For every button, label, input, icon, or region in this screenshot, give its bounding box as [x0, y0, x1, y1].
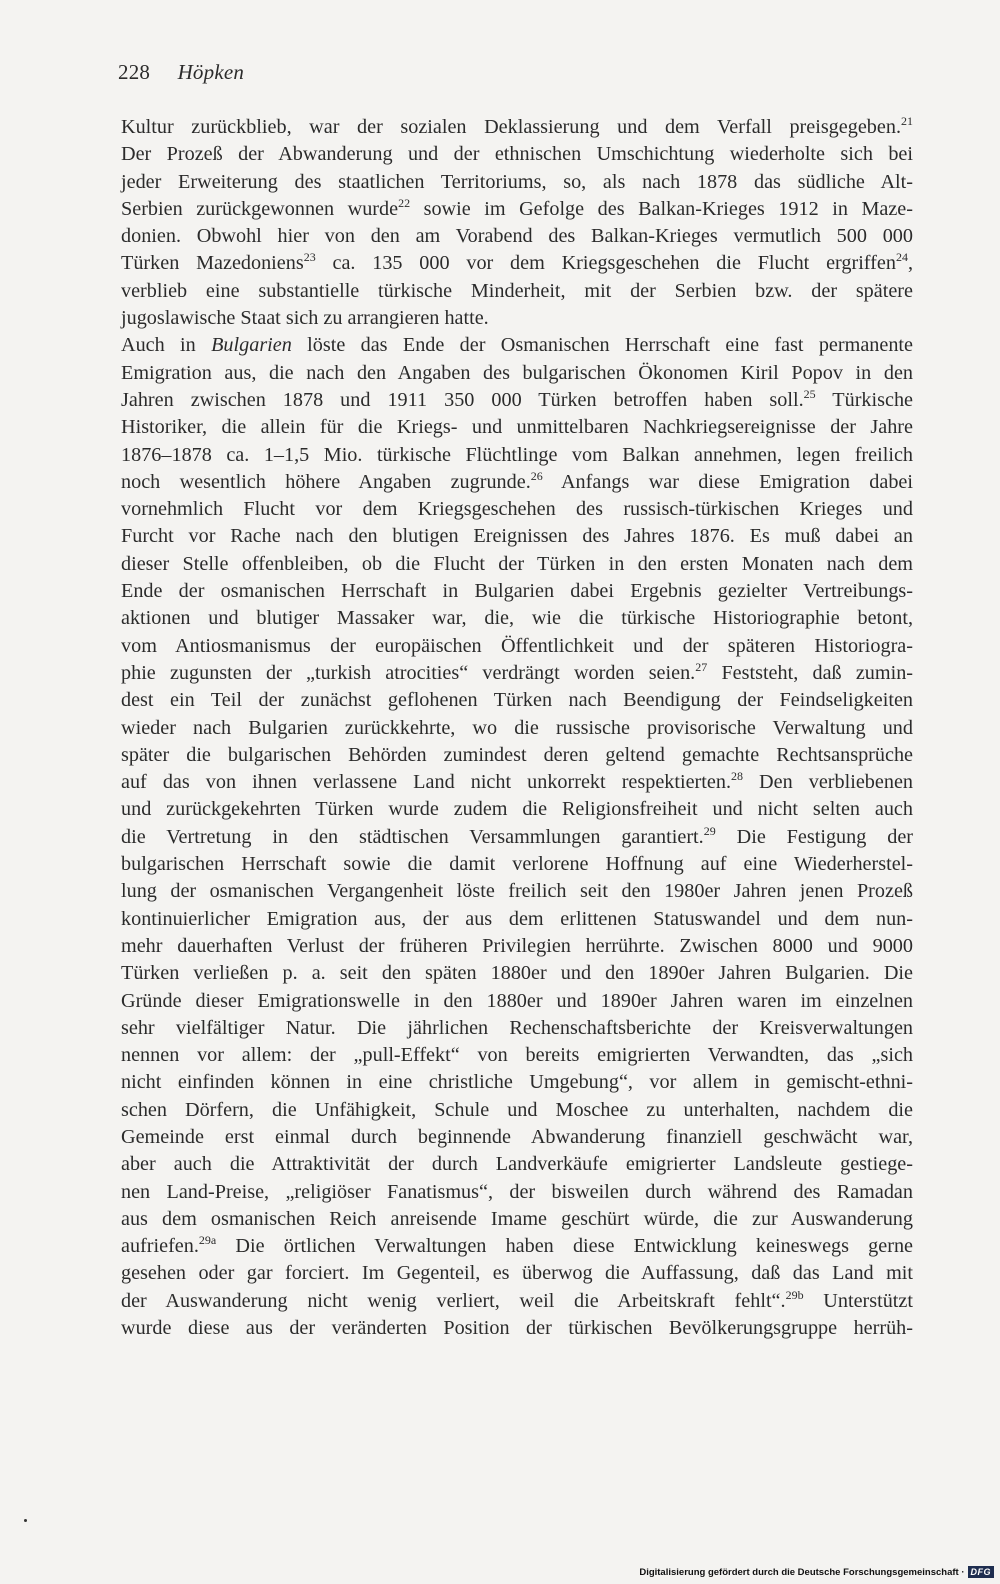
text-line	[121, 1015, 913, 1042]
text-run: dest ein Teil der zunächst geflohenen Türken nach Beendigung der Feindseligkeiten	[121, 689, 913, 712]
footnote-ref: 23	[303, 250, 316, 265]
text-run: aus dem osmanischen Reich anreisende Imame geschürt würde, die zur Auswanderung	[121, 1207, 913, 1230]
text-line	[121, 360, 913, 387]
text-run: später die bulgarischen Behörden zumindest deren geltend gemachte Rechtsansprüche	[121, 743, 913, 766]
footnote-ref: 26	[530, 468, 543, 483]
text-run: Der Prozeß der Abwanderung und der ethnischen Umschichtung wiederholte sich bei	[121, 143, 913, 166]
text-run: Unterstützt	[803, 1289, 913, 1312]
text-run: bulgarischen Herrschaft sowie die damit verlorene Hoffnung auf eine Wiederherstel-	[121, 853, 913, 876]
text-run: Furcht vor Rache nach den blutigen Ereignissen des Jahres 1876. Es muß dabei an	[121, 525, 913, 548]
footnote-ref: 22	[398, 195, 411, 210]
text-run: löste das Ende der Osmanischen Herrschaft eine fast permanente	[291, 334, 913, 357]
text-run: Kultur zurückblieb, war der sozialen Deklassierung und dem Verfall preisgegeben.	[121, 116, 901, 138]
text-run: vornehmlich Flucht vor dem Kriegsgeschehen des russisch-türkischen Krieges und	[121, 498, 913, 521]
footnote-ref: 27	[695, 659, 708, 674]
body-text	[121, 114, 913, 1342]
text-run: wurde diese aus der veränderten Position der türkischen Bevölkerungsgruppe herrüh-	[121, 1317, 913, 1340]
text-line	[121, 523, 913, 550]
italic-term: Bulgarien	[211, 334, 292, 357]
text-run: und zurückgekehrten Türken wurde zudem die Religionsfreiheit und nicht selten auch	[121, 798, 913, 821]
text-line	[121, 1042, 913, 1069]
credit-text: Digitalisierung gefördert durch die Deutsche Forschungsgemeinschaft ·	[639, 1566, 965, 1578]
text-run: Anfangs war diese Emigration dabei	[542, 470, 913, 493]
text-run: Auch in	[121, 334, 212, 357]
text-line	[121, 769, 913, 796]
text-line	[121, 1069, 913, 1096]
text-run: verblieb eine substantielle türkische Minderheit, mit der Serbien bzw. der spätere	[121, 279, 913, 302]
digitization-credit	[639, 1564, 994, 1580]
text-line	[121, 1233, 913, 1260]
text-line	[121, 223, 913, 250]
text-line	[121, 824, 913, 851]
text-line	[121, 633, 913, 660]
text-run: Türkische	[815, 388, 913, 411]
text-line	[121, 687, 913, 714]
text-line	[121, 1124, 913, 1151]
text-line	[121, 960, 913, 987]
text-run: Gemeinde erst einmal durch beginnende Abwanderung finanziell geschwächt war,	[121, 1125, 913, 1148]
text-line	[121, 1179, 913, 1206]
text-line	[121, 742, 913, 769]
running-head-author: Höpken	[177, 60, 245, 84]
text-line	[121, 605, 913, 632]
text-run: donien. Obwohl hier von den am Vorabend des Balkan-Krieges vermutlich 500 000	[121, 225, 913, 248]
text-run: ,	[907, 252, 913, 275]
text-run: kontinuierlicher Emigration aus, der aus dem erlittenen Statuswandel und dem nun-	[121, 907, 913, 930]
text-run: Serbien zurückgewonnen wurde	[121, 197, 399, 220]
text-line	[121, 114, 913, 141]
text-run: Türken Mazedoniens	[121, 252, 304, 275]
text-line	[121, 851, 913, 878]
text-line	[121, 196, 913, 223]
text-run: nennen vor allem: der „pull-Effekt“ von bereits emigrierten Verwandten, das „sich	[121, 1044, 913, 1067]
footnote-ref: 29a	[198, 1233, 217, 1248]
text-line	[121, 141, 913, 168]
text-line	[121, 278, 913, 305]
text-line	[121, 551, 913, 578]
text-line	[121, 906, 913, 933]
text-run: aktionen und blutiger Massaker war, die, wie die türkische Historiographie betont,	[121, 607, 913, 630]
text-run: ca. 135 000 vor dem Kriegsgeschehen die Flucht ergriffen	[315, 252, 896, 275]
margin-dot	[24, 1519, 27, 1522]
text-run: gesehen oder gar forciert. Im Gegenteil, es überwog die Auffassung, daß das Land mit	[121, 1262, 913, 1285]
text-line	[121, 387, 913, 414]
page-number: 228	[118, 60, 151, 84]
footnote-ref: 21	[901, 114, 913, 128]
text-run: sehr vielfältiger Natur. Die jährlichen Rechenschaftsberichte der Kreisverwaltungen	[121, 1016, 913, 1039]
text-run: aber auch die Attraktivität der durch Landverkäufe emigrierter Landsleute gestiege-	[121, 1153, 913, 1176]
text-run: Türken verließen p. a. seit den späten 1880er und den 1890er Jahren Bulgarien. Die	[121, 962, 913, 985]
footnote-ref: 29	[703, 823, 716, 838]
footnote-ref: 29b	[785, 1287, 804, 1302]
text-run: nen Land-Preise, „religiöser Fanatismus“, der bisweilen durch während des Ramadan	[121, 1180, 913, 1203]
text-line	[121, 878, 913, 905]
text-run: lung der osmanischen Vergangenheit löste freilich seit den 1980er Jahren jenen Prozeß	[121, 880, 913, 903]
text-run: auf das von ihnen verlassene Land nicht unkorrekt respektierten.	[121, 771, 731, 794]
text-run: Emigration aus, die nach den Angaben des bulgarischen Ökonomen Kiril Popov in den	[121, 361, 913, 384]
text-run: Ende der osmanischen Herrschaft in Bulgarien dabei Ergebnis gezielter Vertreibungs-	[121, 580, 913, 603]
text-run: nicht einfinden können in eine christliche Umgebung“, vor allem in gemischt-ethni-	[121, 1071, 913, 1094]
text-line	[121, 578, 913, 605]
text-run: jeder Erweiterung des staatlichen Territoriums, so, als nach 1878 das südliche Alt-	[121, 170, 913, 193]
text-line	[121, 305, 913, 332]
text-run: mehr dauerhaften Verlust der früheren Privilegien herrührte. Zwischen 8000 und 9000	[121, 934, 913, 957]
text-run: Jahren zwischen 1878 und 1911 350 000 Türken betroffen haben soll.	[121, 388, 804, 411]
footnote-ref: 28	[731, 769, 743, 784]
text-run: Gründe dieser Emigrationswelle in den 1880er und 1890er Jahren waren im einzelnen	[121, 989, 913, 1012]
text-line	[121, 250, 913, 277]
text-run: phie zugunsten der „turkish atrocities“ verdrängt worden seien.	[121, 661, 696, 684]
text-line	[121, 796, 913, 823]
text-line	[121, 1206, 913, 1233]
text-line	[121, 414, 913, 441]
text-line	[121, 715, 913, 742]
text-run: der Auswanderung nicht wenig verliert, weil die Arbeitskraft fehlt“.	[121, 1289, 786, 1312]
text-line	[121, 496, 913, 523]
footnote-ref: 25	[803, 386, 816, 401]
text-line	[121, 1288, 913, 1315]
text-run: noch wesentlich höhere Angaben zugrunde.	[121, 470, 531, 493]
text-run: Die Festigung der	[715, 825, 914, 848]
running-head	[118, 60, 244, 85]
text-run: jugoslawische Staat sich zu arrangieren hatte.	[121, 307, 489, 330]
text-line	[121, 169, 913, 196]
text-line	[121, 988, 913, 1015]
text-line	[121, 442, 913, 469]
text-line	[121, 469, 913, 496]
text-run: wieder nach Bulgarien zurückkehrte, wo die russische provisorische Verwaltung und	[121, 716, 913, 739]
text-run: Den verbliebenen	[743, 771, 914, 794]
text-run: aufriefen.	[121, 1235, 199, 1258]
dfg-logo: DFG	[968, 1566, 995, 1578]
footnote-ref: 24	[895, 250, 908, 265]
text-run: schen Dörfern, die Unfähigkeit, Schule und Moschee zu unterhalten, nachdem die	[121, 1098, 913, 1121]
text-line	[121, 933, 913, 960]
text-run: dieser Stelle offenbleiben, ob die Flucht der Türken in den ersten Monaten nach dem	[121, 552, 913, 575]
text-line	[121, 1097, 913, 1124]
text-run: vom Antiosmanismus der europäischen Öffentlichkeit und der späteren Historiogra-	[121, 634, 913, 657]
text-line	[121, 1315, 913, 1342]
text-run: sowie im Gefolge des Balkan-Krieges 1912 in Maze-	[410, 197, 913, 220]
text-run: 1876–1878 ca. 1–1,5 Mio. türkische Flüchtlinge vom Balkan annehmen, legen freilich	[121, 443, 913, 466]
text-run: Feststeht, daß zumin-	[707, 661, 914, 684]
text-run: Die örtlichen Verwaltungen haben diese Entwicklung keineswegs gerne	[216, 1235, 913, 1258]
text-line	[121, 1260, 913, 1287]
text-line	[121, 332, 913, 359]
text-run: Historiker, die allein für die Kriegs- und unmittelbaren Nachkriegsereignisse der Jahre	[121, 416, 913, 439]
text-line	[121, 660, 913, 687]
text-line	[121, 1151, 913, 1178]
text-run: die Vertretung in den städtischen Versammlungen garantiert.	[121, 825, 704, 848]
